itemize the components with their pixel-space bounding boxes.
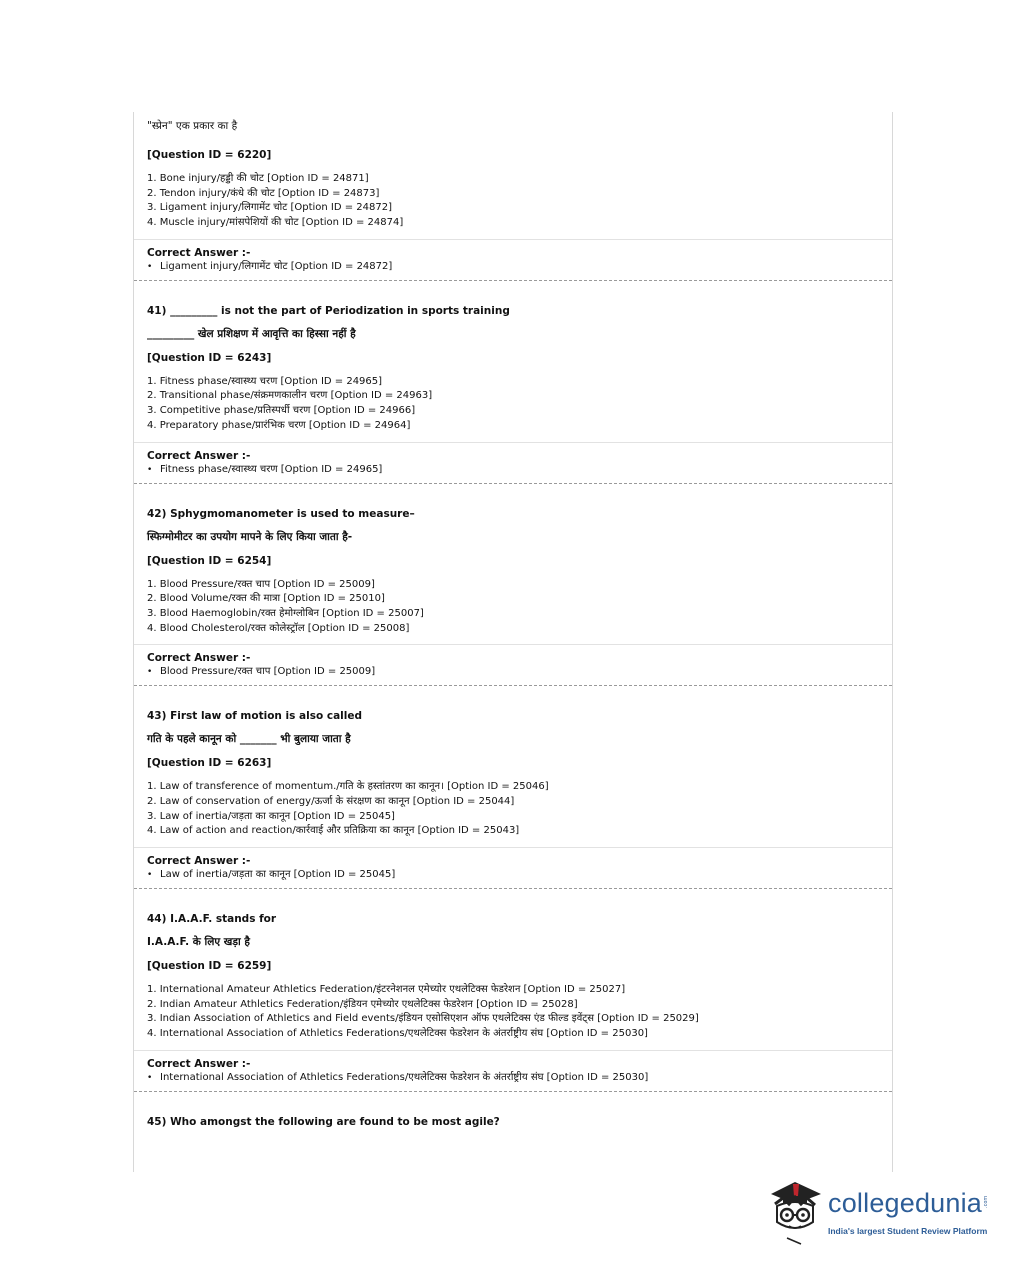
option-3: 3. Indian Association of Athletics and Field events/इंडियन एसोसिएशन ऑफ एथलेटिक्स एंड फील्ड इवेंट्स [Option ID = 25029] [147, 1013, 699, 1025]
logo-tagline: India's largest Student Review Platform [828, 1226, 988, 1236]
question-hindi-text: स्फिग्मोमीटर का उपयोग मापने के लिए किया जाता है- [147, 530, 353, 543]
question-list [133, 112, 893, 1172]
option-3: 3. Competitive phase/प्रतिस्पर्धी चरण [Option ID = 24966] [147, 405, 416, 417]
option-2: 2. Blood Volume/रक्त की मात्रा [Option ID = 25010] [147, 593, 385, 605]
bullet-icon: • [147, 464, 153, 475]
correct-answer-label: Correct Answer :- [147, 246, 251, 259]
question-title: 45) Who amongst the following are found to be most agile? [147, 1115, 500, 1128]
mascot-icon [765, 1178, 827, 1246]
answer-section-44 [134, 1051, 892, 1091]
option-3: 3. Law of inertia/जड़ता का कानून [Option ID = 25045] [147, 810, 395, 822]
answer-section-43 [134, 848, 892, 888]
question-title: 44) I.A.A.F. stands for [147, 913, 277, 925]
option-1: 1. Law of transference of momentum./गति के हस्तांतरण का कानून। [Option ID = 25046] [147, 781, 549, 793]
question-id: [Question ID = 6263] [147, 757, 272, 770]
correct-answer [147, 868, 892, 882]
correct-answer-text: International Association of Athletics Federations/एथलेटिक्स फेडरेशन के अंतर्राष्ट्रीय संघ [Option ID = 25030] [160, 1071, 649, 1083]
answer-section-40 [134, 240, 892, 280]
question-hindi-text: गति के पहले कानून को _______ भी बुलाया जाता है [147, 733, 351, 746]
option-2: 2. Indian Amateur Athletics Federation/इंडियन एमेच्योर एथलेटिक्स फेडरेशन [Option ID = 25028] [147, 998, 578, 1010]
question-41 [134, 281, 892, 442]
question-id: [Question ID = 6243] [147, 351, 272, 364]
question-hindi-text: I.A.A.F. के लिए खड़ा है [147, 936, 250, 948]
option-1: 1. International Amateur Athletics Federation/इंटरनेशनल एमेच्योर एथलेटिक्स फेडरेशन [Option ID = 25027] [147, 984, 626, 995]
logo-domain-suffix: .com [983, 1195, 989, 1208]
option-2: 2. Transitional phase/संक्रमणकालीन चरण [Option ID = 24963] [147, 390, 433, 402]
correct-answer [147, 1071, 892, 1085]
answer-section-41 [134, 443, 892, 483]
correct-answer [147, 665, 892, 679]
question-id: [Question ID = 6220] [147, 149, 272, 161]
option-1: 1. Blood Pressure/रक्त चाप [Option ID = 25009] [147, 578, 375, 590]
option-4: 4. Law of action and reaction/कार्रवाई और प्रतिक्रिया का कानून [Option ID = 25043] [147, 825, 520, 837]
option-2: 2. Law of conservation of energy/ऊर्जा के संरक्षण का कानून [Option ID = 25044] [147, 795, 515, 807]
bullet-icon: • [147, 1072, 153, 1083]
question-id: [Question ID = 6259] [147, 960, 272, 972]
correct-answer-text: Blood Pressure/रक्त चाप [Option ID = 25009] [160, 666, 376, 678]
logo-wordmark: collegedunia [828, 1188, 983, 1218]
question-title: 41) _________ is not the part of Periodization in sports training [147, 304, 510, 317]
option-1: 1. Bone injury/हड्डी की चोट [Option ID = 24871] [147, 173, 369, 184]
question-hindi-text: "स्प्रेन" एक प्रकार का है [147, 120, 238, 132]
correct-answer-label: Correct Answer :- [147, 449, 251, 462]
question-hindi-text: _________ खेल प्रशिक्षण में आवृत्ति का हिस्सा नहीं है [147, 327, 356, 340]
question-id: [Question ID = 6254] [147, 554, 272, 567]
option-1: 1. Fitness phase/स्वास्थ्य चरण [Option ID = 24965] [147, 375, 383, 387]
question-title: 42) Sphygmomanometer is used to measure– [147, 507, 415, 520]
correct-answer [147, 463, 892, 477]
option-3: 3. Blood Haemoglobin/रक्त हेमोग्लोबिन [Option ID = 25007] [147, 607, 424, 619]
option-4: 4. Preparatory phase/प्रारंभिक चरण [Option ID = 24964] [147, 419, 411, 431]
question-40 [134, 112, 892, 239]
option-4: 4. International Association of Athletics Federations/एथलेटिक्स फेडरेशन के अंतर्राष्ट्रीय संघ [Option ID = 25030] [147, 1028, 648, 1040]
correct-answer [147, 260, 892, 274]
answer-section-42 [134, 645, 892, 685]
correct-answer-text: Law of inertia/जड़ता का कानून [Option ID = 25045] [160, 869, 396, 880]
question-43 [134, 686, 892, 847]
bullet-icon: • [147, 261, 153, 272]
option-3: 3. Ligament injury/लिगामेंट चोट [Option ID = 24872] [147, 202, 393, 214]
correct-answer-label: Correct Answer :- [147, 1057, 251, 1070]
collegedunia-logo [765, 1178, 995, 1248]
question-42 [134, 484, 892, 645]
bullet-icon: • [147, 667, 153, 678]
correct-answer-text: Fitness phase/स्वास्थ्य चरण [Option ID = 24965] [160, 463, 383, 475]
correct-answer-label: Correct Answer :- [147, 652, 251, 665]
option-4: 4. Muscle injury/मांसपेशियों की चोट [Option ID = 24874] [147, 217, 404, 229]
option-2: 2. Tendon injury/कंधे की चोट [Option ID = 24873] [147, 187, 380, 199]
correct-answer-text: Ligament injury/लिगामेंट चोट [Option ID = 24872] [160, 260, 393, 272]
question-45 [134, 1092, 892, 1129]
option-4: 4. Blood Cholesterol/रक्त कोलेस्ट्रॉल [Option ID = 25008] [147, 622, 410, 634]
question-title: 43) First law of motion is also called [147, 710, 362, 723]
correct-answer-label: Correct Answer :- [147, 855, 251, 867]
bullet-icon: • [147, 870, 153, 880]
question-44 [134, 889, 892, 1050]
